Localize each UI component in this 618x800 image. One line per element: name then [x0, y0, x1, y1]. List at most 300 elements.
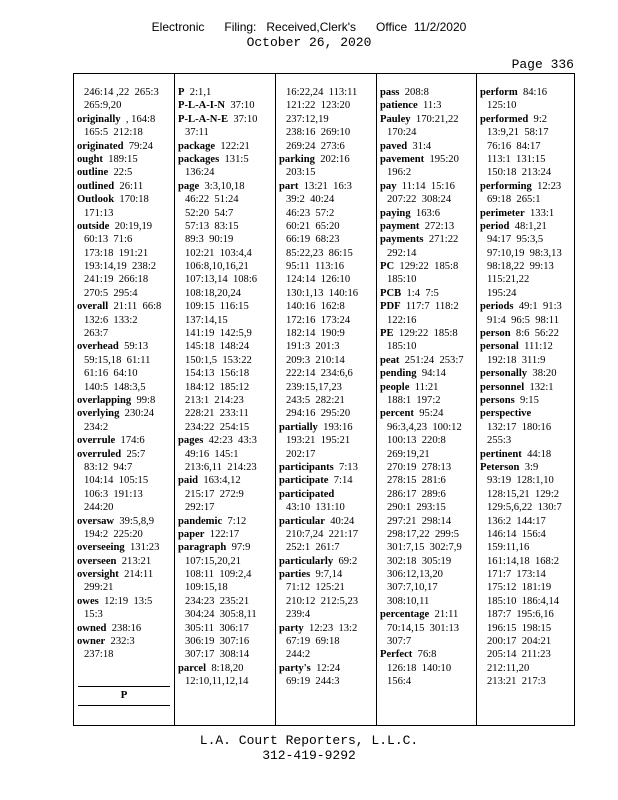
index-references: 150:18 213:24	[487, 167, 552, 179]
index-continuation	[175, 407, 275, 420]
index-entry	[477, 86, 574, 99]
index-references: 209:3 210:14	[286, 354, 345, 366]
index-references: 95:24	[413, 408, 444, 420]
section-letter: P	[78, 686, 170, 706]
index-references: 194:2 225:20	[84, 528, 143, 540]
index-continuation	[477, 501, 574, 514]
index-references: 12:23 13:2	[303, 622, 358, 634]
index-headword: package	[178, 140, 216, 152]
index-references: 131:5	[219, 153, 249, 165]
index-continuation	[74, 247, 174, 260]
index-references: 193:16	[317, 421, 353, 433]
index-references: 59:13	[118, 341, 149, 353]
index-continuation	[276, 260, 376, 273]
index-continuation	[377, 193, 476, 206]
index-entry	[377, 287, 476, 300]
index-entry	[276, 153, 376, 166]
index-headword: person	[480, 328, 511, 340]
index-continuation	[74, 327, 174, 340]
index-references: 252:1 261:7	[286, 542, 340, 554]
index-references: 290:1 293:15	[387, 502, 446, 514]
index-continuation	[175, 287, 275, 300]
index-continuation	[276, 381, 376, 394]
index-headword: parking	[279, 153, 315, 165]
index-references: 1:4 7:5	[401, 287, 439, 299]
index-continuation	[175, 608, 275, 621]
index-continuation	[74, 474, 174, 487]
index-references: 85:22,23 86:15	[286, 247, 353, 259]
index-continuation	[276, 86, 376, 99]
index-references: 69:18 265:1	[487, 194, 541, 206]
index-headword: perform	[480, 87, 518, 98]
index-references: 97:9	[226, 542, 251, 554]
index-references: 122:16	[387, 314, 417, 326]
index-entry	[74, 635, 174, 648]
index-references: 278:15 281:6	[387, 475, 446, 487]
index-entry	[74, 113, 174, 126]
index-headword: percent	[380, 408, 414, 420]
index-continuation	[276, 354, 376, 367]
index-continuation	[377, 622, 476, 635]
index-continuation	[276, 635, 376, 648]
index-references: 137:14,15	[185, 314, 228, 326]
index-references: 131:23	[124, 542, 160, 554]
index-headword: PCB	[380, 287, 402, 299]
index-references: 145:18 148:24	[185, 341, 250, 353]
index-continuation	[276, 193, 376, 206]
index-column-4	[376, 74, 476, 725]
index-continuation	[377, 314, 476, 327]
index-references: 48:1,21	[509, 220, 547, 232]
index-continuation	[477, 153, 574, 166]
index-headword: P-L-A-I-N	[178, 100, 226, 112]
index-references: 104:14 105:15	[84, 475, 149, 487]
index-references: 269:19,21	[387, 448, 430, 460]
index-continuation	[175, 126, 275, 139]
index-continuation	[377, 675, 476, 688]
index-continuation	[377, 340, 476, 353]
index-headword: part	[279, 180, 299, 192]
index-continuation	[175, 635, 275, 648]
index-references: 271:22	[423, 234, 459, 246]
index-references: 150:1,5 153:22	[185, 354, 252, 366]
index-headword: partially	[279, 421, 318, 433]
index-continuation	[175, 488, 275, 501]
index-entry	[377, 180, 476, 193]
index-continuation	[175, 327, 275, 340]
index-references: 307:7	[387, 636, 412, 648]
index-continuation	[477, 675, 574, 688]
index-references: 37:11	[185, 127, 209, 139]
index-entry	[74, 555, 174, 568]
index-entry	[276, 421, 376, 434]
index-headword: parcel	[178, 662, 207, 674]
index-entry	[175, 515, 275, 528]
index-continuation	[175, 300, 275, 313]
index-references: 213:21	[116, 555, 152, 567]
index-references: 69:19 244:3	[286, 676, 340, 688]
index-references: 234:23 235:21	[185, 595, 250, 607]
index-continuation	[477, 581, 574, 594]
index-continuation	[74, 461, 174, 474]
index-entry	[74, 448, 174, 461]
index-references: 237:18	[84, 649, 114, 661]
index-continuation	[477, 541, 574, 554]
index-headword: oversaw	[77, 515, 115, 527]
index-references: 99:8	[131, 394, 156, 406]
index-references: 57:13 83:15	[185, 220, 239, 232]
index-references: 12:10,11,12,14	[185, 676, 249, 688]
index-references: 239:4	[286, 609, 311, 621]
index-references: 212:11,20	[487, 662, 530, 674]
index-entry	[377, 153, 476, 166]
index-continuation	[276, 595, 376, 608]
index-references: 140:5 148:3,5	[84, 381, 146, 393]
index-references: , 164:8	[120, 113, 156, 125]
index-references: 306:19 307:16	[185, 636, 250, 648]
index-continuation	[276, 528, 376, 541]
index-column-5	[476, 74, 574, 725]
index-references: 244:2	[286, 649, 311, 661]
index-continuation	[276, 327, 376, 340]
index-references: 37:10	[228, 113, 258, 125]
index-entry	[276, 515, 376, 528]
index-references: 124:14 126:10	[286, 274, 351, 286]
index-entry	[477, 340, 574, 353]
index-headword: overlapping	[77, 394, 132, 406]
index-headword: overruled	[77, 448, 122, 460]
index-entry	[477, 367, 574, 380]
index-references: 210:12 212:5,23	[286, 595, 359, 607]
index-references: 185:10	[387, 274, 417, 286]
index-headword: PE	[380, 328, 394, 340]
index-references: 251:24 253:7	[399, 354, 464, 366]
index-references: 200:17 204:21	[487, 636, 552, 648]
index-headword: paragraph	[178, 542, 227, 554]
index-references: 128:15,21 129:2	[487, 488, 560, 500]
index-continuation	[74, 528, 174, 541]
index-references: 132:17 180:16	[487, 421, 552, 433]
index-entry	[377, 300, 476, 313]
index-headword: PDF	[380, 301, 401, 313]
index-entry	[175, 662, 275, 675]
index-references: 292:14	[387, 247, 417, 259]
index-headword: overlying	[77, 408, 120, 420]
index-continuation	[276, 448, 376, 461]
index-entry	[74, 568, 174, 581]
index-references: 270:19 278:13	[387, 461, 452, 473]
index-references: 126:18 140:10	[387, 662, 452, 674]
index-continuation	[477, 247, 574, 260]
index-continuation	[276, 314, 376, 327]
index-entry	[377, 367, 476, 380]
index-continuation	[276, 287, 376, 300]
index-references: 195:20	[424, 153, 459, 165]
index-continuation	[276, 273, 376, 286]
index-headword: participated	[279, 488, 335, 500]
index-continuation	[377, 541, 476, 554]
index-headword: owes	[77, 595, 99, 607]
index-references: 136:2 144:17	[487, 515, 546, 527]
index-references: 244:20	[84, 502, 114, 514]
index-entry	[377, 86, 476, 99]
index-references: 208:8	[399, 87, 429, 98]
index-references: 94:14	[416, 368, 446, 380]
index-references: 98:18,22 99:13	[487, 261, 554, 273]
index-references: 40:24	[324, 515, 355, 527]
index-references: 246:14 ,22 265:3	[84, 87, 159, 98]
index-references: 61:16 64:10	[84, 368, 138, 380]
index-headword: Perfect	[380, 649, 413, 661]
index-continuation	[477, 568, 574, 581]
index-references: 9:2	[528, 113, 548, 125]
index-references: 12:19 13:5	[98, 595, 153, 607]
index-references: 203:15	[286, 167, 316, 179]
index-headword: overhead	[77, 341, 119, 353]
index-references: 237:12,19	[286, 113, 329, 125]
index-entry	[175, 113, 275, 126]
index-continuation	[175, 367, 275, 380]
index-references: 37:10	[225, 100, 255, 112]
index-headword: pandemic	[178, 515, 223, 527]
index-continuation	[477, 622, 574, 635]
index-continuation	[377, 434, 476, 447]
index-references: 59:15,18 61:11	[84, 354, 151, 366]
index-references: 25:7	[121, 448, 146, 460]
index-continuation	[175, 247, 275, 260]
index-references: 193:14,19 238:2	[84, 261, 157, 273]
index-references: 171:13	[84, 207, 114, 219]
index-references: 292:17	[185, 502, 215, 514]
index-references: 239:15,17,23	[286, 381, 342, 393]
index-headword: packages	[178, 153, 220, 165]
index-headword: outlined	[77, 180, 115, 192]
index-references: 2:1,1	[184, 87, 212, 98]
index-headword: perimeter	[480, 207, 525, 219]
index-references: 66:19 68:23	[286, 234, 340, 246]
index-references: 241:19 266:18	[84, 274, 149, 286]
index-continuation	[175, 381, 275, 394]
index-entry	[276, 474, 376, 487]
index-entry	[377, 354, 476, 367]
index-references: 130:1,13 140:16	[286, 287, 359, 299]
index-references: 133:1	[524, 207, 555, 219]
index-continuation	[175, 622, 275, 635]
index-continuation	[74, 421, 174, 434]
index-continuation	[477, 662, 574, 675]
index-continuation	[377, 474, 476, 487]
index-references: 117:7 118:2	[400, 301, 459, 313]
index-headword: peat	[380, 354, 400, 366]
index-entry	[477, 113, 574, 126]
index-references: 213:21 217:3	[487, 676, 546, 688]
index-entry	[74, 153, 174, 166]
index-continuation	[477, 314, 574, 327]
index-headword: oversight	[77, 569, 119, 581]
index-continuation	[377, 635, 476, 648]
index-headword: percentage	[380, 609, 430, 621]
index-references: 15:3	[84, 609, 103, 621]
index-references: 109:15,18	[185, 582, 228, 594]
index-references: 174:6	[115, 435, 145, 447]
index-references: 172:16 173:24	[286, 314, 351, 326]
index-entry	[377, 233, 476, 246]
index-continuation	[175, 273, 275, 286]
index-headword: overrule	[77, 435, 116, 447]
index-references: 42:23 43:3	[203, 435, 257, 447]
index-continuation	[175, 314, 275, 327]
index-references: 71:12 125:21	[286, 582, 345, 594]
index-references: 8:18,20	[206, 662, 244, 674]
index-entry	[477, 381, 574, 394]
index-references: 76:16 84:17	[487, 140, 541, 152]
index-references: 132:1	[524, 381, 554, 393]
index-continuation	[377, 528, 476, 541]
index-references: 79:24	[123, 140, 153, 152]
index-entry	[377, 327, 476, 340]
index-references: 97:10,19 98:3,13	[487, 247, 562, 259]
index-continuation	[175, 648, 275, 661]
index-entry	[477, 207, 574, 220]
index-headword: parties	[279, 569, 311, 581]
index-references: 202:16	[314, 153, 350, 165]
index-continuation	[276, 247, 376, 260]
index-entry	[74, 140, 174, 153]
index-entry	[74, 340, 174, 353]
index-continuation	[477, 140, 574, 153]
index-headword: personally	[480, 368, 528, 380]
index-references: 102:21 103:4,4	[185, 247, 252, 259]
index-references: 307:7,10,17	[387, 582, 438, 594]
index-references: 255:3	[487, 435, 512, 447]
index-continuation	[477, 287, 574, 300]
index-continuation	[477, 608, 574, 621]
index-headword: participants	[279, 461, 334, 473]
index-continuation	[276, 367, 376, 380]
index-references: 170:24	[387, 127, 417, 139]
index-headword: pages	[178, 435, 204, 447]
index-continuation	[175, 581, 275, 594]
index-references: 165:5 212:18	[84, 127, 143, 139]
index-entry	[276, 461, 376, 474]
index-entry	[74, 220, 174, 233]
index-headword: perspective	[480, 408, 532, 420]
index-entry	[74, 166, 174, 179]
index-headword: people	[380, 381, 410, 393]
index-continuation	[74, 314, 174, 327]
index-references: 129:5,6,22 130:7	[487, 502, 562, 514]
index-references: 272:13	[419, 220, 455, 232]
index-continuation	[377, 448, 476, 461]
index-headword: P	[178, 87, 185, 98]
index-references: 113:1 131:15	[487, 153, 546, 165]
index-headword: pay	[380, 180, 397, 192]
index-references: 94:17 95:3,5	[487, 234, 544, 246]
index-continuation	[276, 300, 376, 313]
index-references: 39:2 40:24	[286, 194, 335, 206]
index-references: 60:13 71:6	[84, 234, 133, 246]
index-references: 52:20 54:7	[185, 207, 234, 219]
index-references: 3:9	[519, 461, 539, 473]
index-headword: Outlook	[77, 194, 115, 206]
index-references: 38:20	[527, 368, 557, 380]
index-continuation	[74, 207, 174, 220]
index-references: 188:1 197:2	[387, 394, 441, 406]
index-entry	[377, 220, 476, 233]
index-headword: pending	[380, 368, 417, 380]
index-references: 189:15	[102, 153, 138, 165]
index-continuation	[477, 99, 574, 112]
index-continuation	[377, 166, 476, 179]
index-references: 140:16 162:8	[286, 301, 345, 313]
index-continuation	[377, 581, 476, 594]
index-continuation	[276, 340, 376, 353]
index-continuation	[276, 233, 376, 246]
index-references: 49:16 145:1	[185, 448, 239, 460]
index-continuation	[175, 448, 275, 461]
index-references: 306:12,13,20	[387, 569, 443, 581]
index-continuation	[276, 675, 376, 688]
index-entry	[74, 394, 174, 407]
index-headword: party's	[279, 662, 311, 674]
index-continuation	[175, 675, 275, 688]
index-continuation	[477, 635, 574, 648]
index-continuation	[74, 233, 174, 246]
index-continuation	[377, 662, 476, 675]
index-references: 12:23	[531, 180, 562, 192]
index-references: 299:21	[84, 582, 114, 594]
index-continuation	[477, 354, 574, 367]
index-references: 215:17 272:9	[185, 488, 244, 500]
index-references: 46:22 51:24	[185, 194, 239, 206]
index-references: 170:21,22	[410, 113, 459, 125]
index-headword: payments	[380, 234, 424, 246]
index-continuation	[377, 247, 476, 260]
index-references: 69:2	[333, 555, 358, 567]
index-references: 26:11	[114, 180, 144, 192]
index-entry	[175, 180, 275, 193]
index-references: 161:14,18 168:2	[487, 555, 560, 567]
index-headword: Peterson	[480, 461, 520, 473]
index-entry	[74, 407, 174, 420]
index-headword: personnel	[480, 381, 525, 393]
index-references: 121:22 123:20	[286, 100, 351, 112]
index-references: 21:11	[429, 609, 459, 621]
index-continuation	[74, 354, 174, 367]
index-references: 106:3 191:13	[84, 488, 143, 500]
index-references: 91:4 96:5 98:11	[487, 314, 559, 326]
index-headword: particular	[279, 515, 325, 527]
index-references: 265:9,20	[84, 100, 122, 112]
index-continuation	[276, 99, 376, 112]
index-references: 9:15	[514, 394, 539, 406]
index-references: 187:7 195:6,16	[487, 609, 554, 621]
index-references: 192:18 311:9	[487, 354, 546, 366]
index-continuation	[477, 474, 574, 487]
index-references: 108:18,20,24	[185, 287, 241, 299]
index-references: 129:22 185:8	[393, 328, 458, 340]
index-continuation	[377, 488, 476, 501]
index-references: 196:2	[387, 167, 412, 179]
index-column-2	[174, 74, 275, 725]
index-references: 307:17 308:14	[185, 649, 250, 661]
index-references: 46:23 57:2	[286, 207, 335, 219]
index-continuation	[276, 608, 376, 621]
index-continuation	[477, 233, 574, 246]
index-references: 232:3	[105, 636, 135, 648]
index-continuation	[276, 394, 376, 407]
index-references: 93:19 128:1,10	[487, 475, 554, 487]
